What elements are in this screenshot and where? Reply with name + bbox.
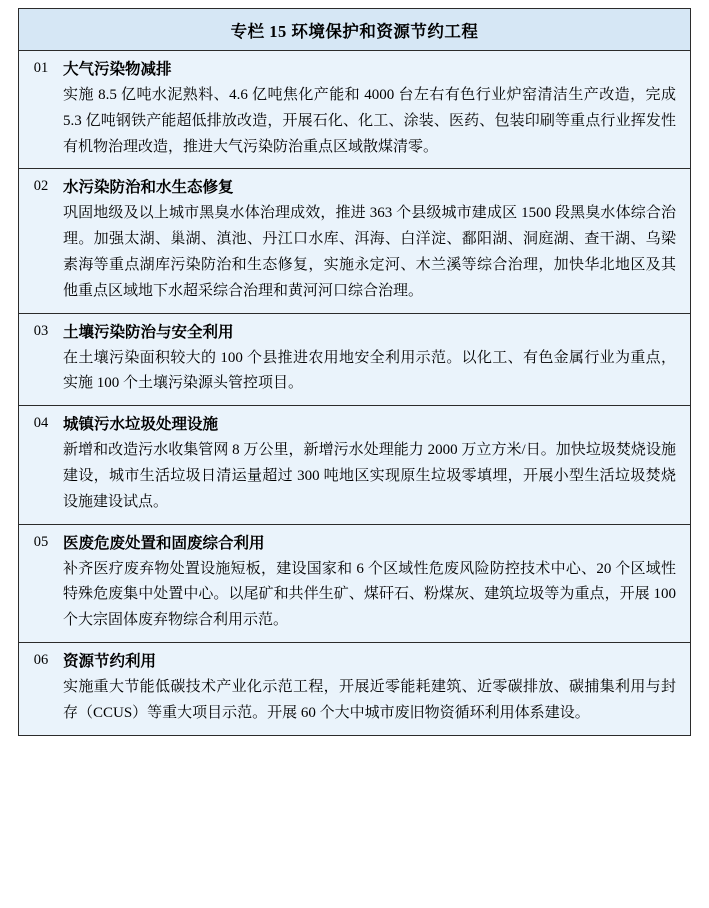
item-number: 05 — [33, 533, 49, 550]
item-number: 02 — [33, 178, 49, 195]
list-item — [19, 525, 690, 643]
item-title: 水污染防治和水生态修复 — [63, 179, 234, 197]
list-item — [19, 314, 690, 407]
item-number: 01 — [33, 60, 49, 76]
feature-box — [18, 8, 691, 736]
item-body: 实施 8.5 亿吨水泥熟料、4.6 亿吨焦化产能和 4000 台左右有色行业炉窑清洁生产改造，完成 5.3 亿吨钢铁产能超低排放改造，开展石化、化工、涂装、医药、包装印刷等重点行业挥发性有机物治理改造，推进大气污染防治重点区域散煤清零。 — [63, 87, 676, 155]
item-body: 实施重大节能低碳技术产业化示范工程，开展近零能耗建筑、近零碳排放、碳捕集利用与封存（CCUS）等重大项目示范。开展 60 个大中城市废旧物资循环利用体系建设。 — [63, 679, 676, 721]
item-body: 在土壤污染面积较大的 100 个县推进农用地安全利用示范。以化工、有色金属行业为重点，实施 100 个土壤污染源头管控项目。 — [63, 349, 676, 392]
item-content — [63, 643, 690, 735]
box-title: 专栏 15 环境保护和资源节约工程 — [19, 9, 690, 51]
item-body: 巩固地级及以上城市黑臭水体治理成效，推进 363 个县级城市建成区 1500 段黑臭水体综合治理。加强太湖、巢湖、滇池、丹江口水库、洱海、白洋淀、鄱阳湖、洞庭湖、查干湖、乌梁素海等重点湖库污染防治和生态修复，实施永定河、木兰溪等综合治理，加快华北地区及其他重点区域地下水超采综合治理和黄河河口综合治理。 — [63, 205, 676, 299]
list-item — [19, 169, 690, 313]
item-content — [63, 406, 690, 523]
item-content — [63, 525, 690, 642]
item-body: 新增和改造污水收集管网 8 万公里，新增污水处理能力 2000 万立方米/日。加快垃圾焚烧设施建设，城市生活垃圾日清运量超过 300 吨地区实现原生垃圾零填埋，开展小型生活垃圾焚烧设施建设试点。 — [63, 442, 676, 510]
item-title: 医废危废处置和固废综合利用 — [63, 534, 265, 552]
item-content — [63, 169, 690, 312]
item-number: 04 — [33, 415, 49, 432]
item-content — [63, 314, 690, 406]
item-title: 大气污染物减排 — [63, 61, 172, 78]
list-item — [19, 51, 690, 169]
item-number: 06 — [33, 652, 49, 669]
item-body: 补齐医疗废弃物处置设施短板，建设国家和 6 个区域性危废风险防控技术中心、20 个区域性特殊危废集中处置中心。以尾矿和共伴生矿、煤矸石、粉煤灰、建筑垃圾等为重点，开展 100 个大宗固体废弃物综合利用示范。 — [63, 560, 676, 629]
list-item — [19, 643, 690, 735]
list-item — [19, 406, 690, 524]
item-content — [63, 51, 690, 168]
item-number: 03 — [33, 322, 49, 339]
item-title: 资源节约利用 — [63, 653, 157, 671]
item-title: 土壤污染防治与安全利用 — [63, 323, 234, 341]
item-title: 城镇污水垃圾处理设施 — [63, 416, 219, 434]
